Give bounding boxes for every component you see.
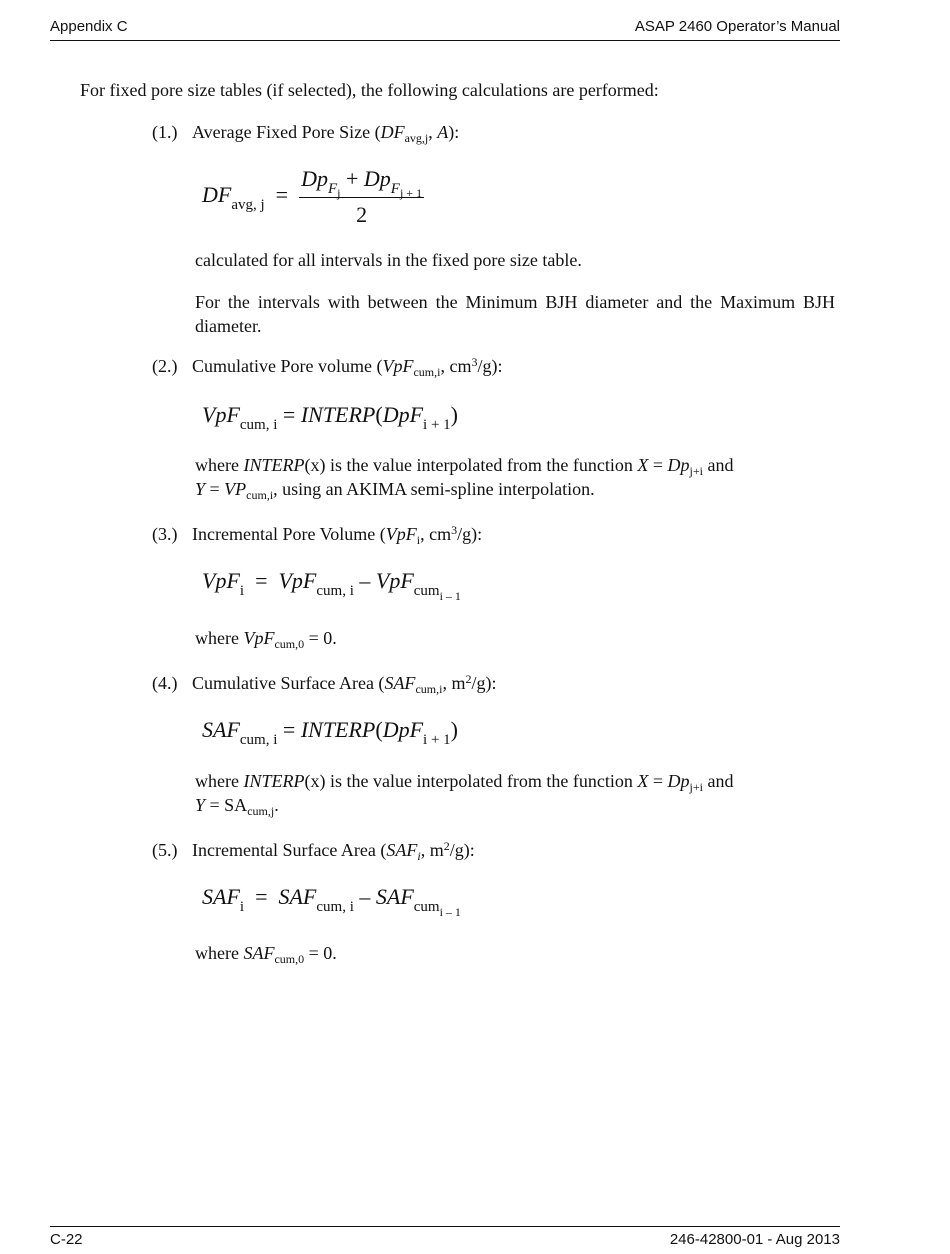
item-number: (1.) <box>152 122 178 142</box>
item-number: (2.) <box>152 356 178 376</box>
item-number: (4.) <box>152 673 178 693</box>
equation-5: $SAF_i = SAF_{cum, i} - SAF_{cum_{i - 1}}$ <box>202 884 461 919</box>
equation-2: VpF$_{cum, i}$ = INTERP(DpF$_{i + 1}$) <box>202 402 458 433</box>
item-1-note-1: calculated for all intervals in the fixed pore size table. <box>195 250 582 270</box>
page-footer <box>50 1226 840 1248</box>
equation-3: VpF$_i$ = VpF$_{cum, i}$ – VpF$_{cum_{i - 1}}$ <box>202 568 461 603</box>
item-1-note-2: For the intervals with between the Minimum BJH diameter and the Maximum BJH diameter. <box>195 292 835 336</box>
page-number: C-22 <box>50 1231 83 1248</box>
header-manual-title: ASAP 2460 Operator’s Manual <box>634 18 840 35</box>
item-1-heading: (1.) Average Fixed Pore Size ($DF_{avg,j}$, A): <box>152 122 460 145</box>
item-4-heading: (4.) Cumulative Surface Area ($SAF_{cum,i}$, $m^2/g$): <box>152 672 497 696</box>
item-5-note: where $SAF_{cum,0} = 0$. <box>195 943 337 966</box>
page-header <box>50 18 840 41</box>
equation-4: $SAF_{cum, i}$ = INTERP(DpF$_{i + 1}$) <box>202 717 458 748</box>
item-number: (3.) <box>152 524 178 544</box>
item-5-heading: (5.) Incremental Surface Area ($SAF_i$, $m^2/g$): <box>152 839 475 863</box>
item-2-heading: (2.) Cumulative Pore volume (VpF$_{cum,i}$, $cm^3/g$): <box>152 355 503 379</box>
item-4-note: where INTERP(x) is the value interpolated from the function $X = Dp_{j+i}$ and $Y = SA_{cum,j}$. <box>195 771 734 818</box>
equation-1: $DF_{avg, j}$ = $\frac{Dp_{F_j} + Dp_{F_{j + 1}}}{2}$ <box>202 166 423 227</box>
document-number: 246-42800-01 - Aug 2013 <box>669 1231 840 1248</box>
item-3-heading: (3.) Incremental Pore Volume (VpF$_i$, $cm^3/g$): <box>152 523 483 547</box>
intro-paragraph: For fixed pore size tables (if selected), the following calculations are performed: <box>80 80 659 100</box>
item-2-note: where INTERP(x) is the value interpolated from the function $X = Dp_{j+i}$ and $Y = VP_{cum,i}$, using an AKIMA semi-spline interpolation. <box>195 455 734 502</box>
item-3-note: where VpF$_{cum,0}$ = 0. <box>195 628 337 651</box>
header-section-title: Appendix C <box>50 18 128 35</box>
item-number: (5.) <box>152 840 178 860</box>
